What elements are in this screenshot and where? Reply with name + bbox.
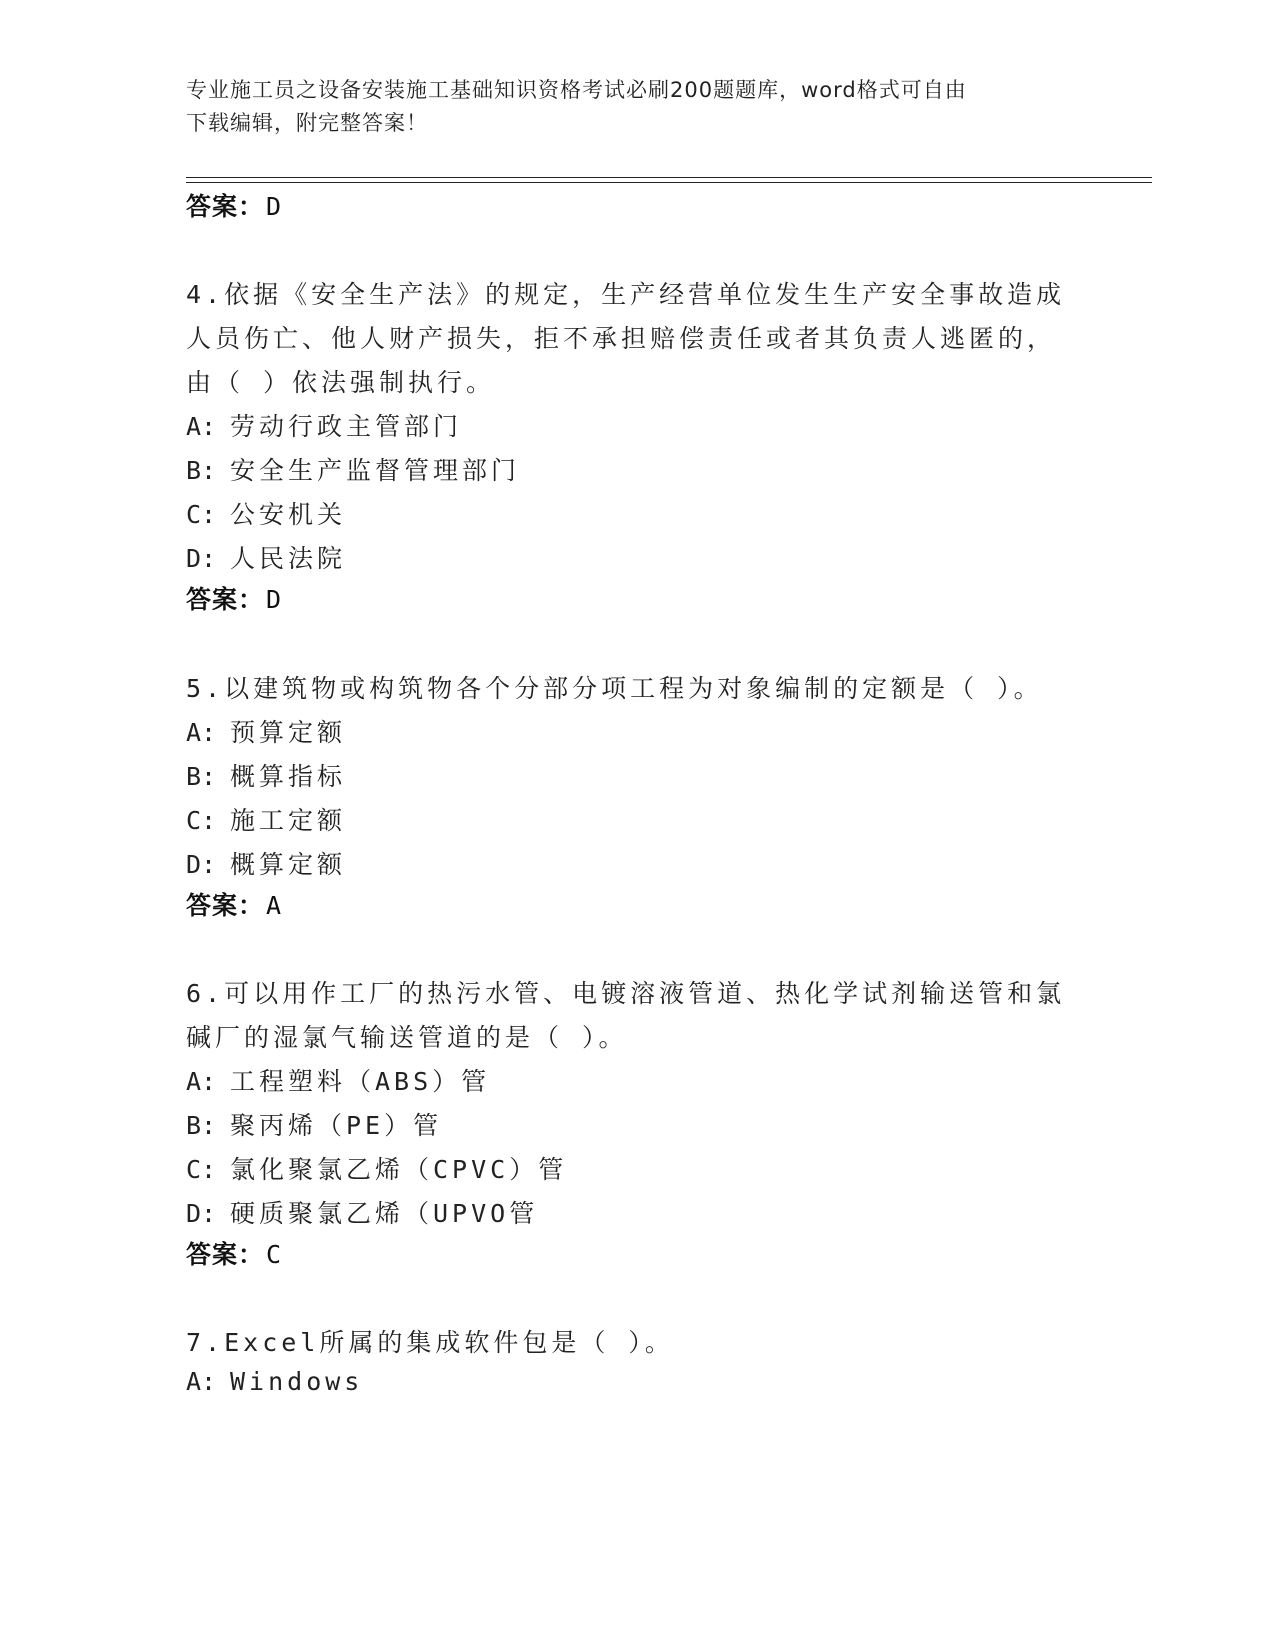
- document-header: [186, 74, 1066, 140]
- option-letter: A:: [186, 1067, 217, 1096]
- question-6-option-b: [186, 1106, 442, 1142]
- option-letter: A:: [186, 412, 217, 441]
- option-letter: B:: [186, 762, 217, 791]
- question-6-answer: [186, 1235, 282, 1271]
- question-4-line-2: 人员伤亡、他人财产损失，拒不承担赔偿责任或者其负责人逃匿的，: [186, 324, 1057, 353]
- option-letter: C:: [186, 806, 217, 835]
- question-6-line-1: 6.可以用作工厂的热污水管、电镀溶液管道、热化学试剂输送管和氯: [186, 979, 1066, 1008]
- option-letter: C:: [186, 500, 217, 529]
- header-line-1: 专业施工员之设备安装施工基础知识资格考试必刷200题题库，word格式可自由: [186, 78, 967, 102]
- option-text: 公安机关: [230, 500, 347, 529]
- question-7-option-a: [186, 1367, 363, 1396]
- option-text: 人民法院: [230, 544, 347, 573]
- question-5-option-b: [186, 757, 346, 793]
- question-6-line-2: 碱厂的湿氯气输送管道的是（ ）。: [186, 1023, 628, 1052]
- answer-label: 答案：: [186, 891, 265, 920]
- answer-label: 答案：: [186, 192, 265, 221]
- option-text: 安全生产监督管理部门: [230, 456, 521, 485]
- option-text: Windows: [230, 1367, 364, 1396]
- option-text: 劳动行政主管部门: [230, 412, 463, 441]
- option-letter: A:: [186, 1367, 217, 1396]
- question-5-option-a: [186, 713, 346, 749]
- header-divider-top: [186, 177, 1152, 178]
- option-letter: B:: [186, 456, 217, 485]
- question-5-line-1: 5.以建筑物或构筑物各个分部分项工程为对象编制的定额是（ ）。: [186, 674, 1043, 703]
- option-text: 预算定额: [230, 718, 347, 747]
- question-4-option-d: [186, 539, 346, 575]
- question-4-option-b: [186, 451, 520, 487]
- answer-value: C: [266, 1240, 283, 1269]
- option-letter: C:: [186, 1155, 217, 1184]
- answer-label: 答案：: [186, 1240, 265, 1269]
- answer-line: [186, 187, 282, 223]
- option-text: 工程塑料（ABS）管: [230, 1067, 491, 1096]
- answer-value: D: [266, 585, 283, 614]
- question-5-answer: [186, 886, 282, 922]
- question-6-option-c: [186, 1150, 567, 1186]
- option-letter: D:: [186, 850, 217, 879]
- option-letter: B:: [186, 1111, 217, 1140]
- header-line-2: 下载编辑，附完整答案！: [186, 111, 428, 135]
- question-4-line-1: 4.依据《安全生产法》的规定，生产经营单位发生生产安全事故造成: [186, 280, 1066, 309]
- question-5-option-c: [186, 801, 346, 837]
- answer-value: A: [266, 891, 283, 920]
- answer-label: 答案：: [186, 585, 265, 614]
- question-4-option-a: [186, 407, 462, 443]
- option-letter: D:: [186, 544, 217, 573]
- option-text: 概算指标: [230, 762, 347, 791]
- question-6-option-a: [186, 1062, 490, 1098]
- option-text: 聚丙烯（PE）管: [230, 1111, 443, 1140]
- option-text: 硬质聚氯乙烯（UPVO管: [230, 1199, 539, 1228]
- option-letter: D:: [186, 1199, 217, 1228]
- question-6-option-d: [186, 1194, 538, 1230]
- question-4-option-c: [186, 495, 346, 531]
- option-text: 氯化聚氯乙烯（CPVC）管: [230, 1155, 568, 1184]
- question-4-answer: [186, 580, 282, 616]
- question-7-line-1: 7.Excel所属的集成软件包是（ ）。: [186, 1328, 674, 1357]
- option-text: 概算定额: [230, 850, 347, 879]
- header-divider-bottom: [186, 182, 1152, 183]
- option-text: 施工定额: [230, 806, 347, 835]
- question-4-line-3: 由（ ）依法强制执行。: [186, 368, 496, 397]
- answer-value: D: [266, 192, 283, 221]
- question-5-option-d: [186, 845, 346, 881]
- option-letter: A:: [186, 718, 217, 747]
